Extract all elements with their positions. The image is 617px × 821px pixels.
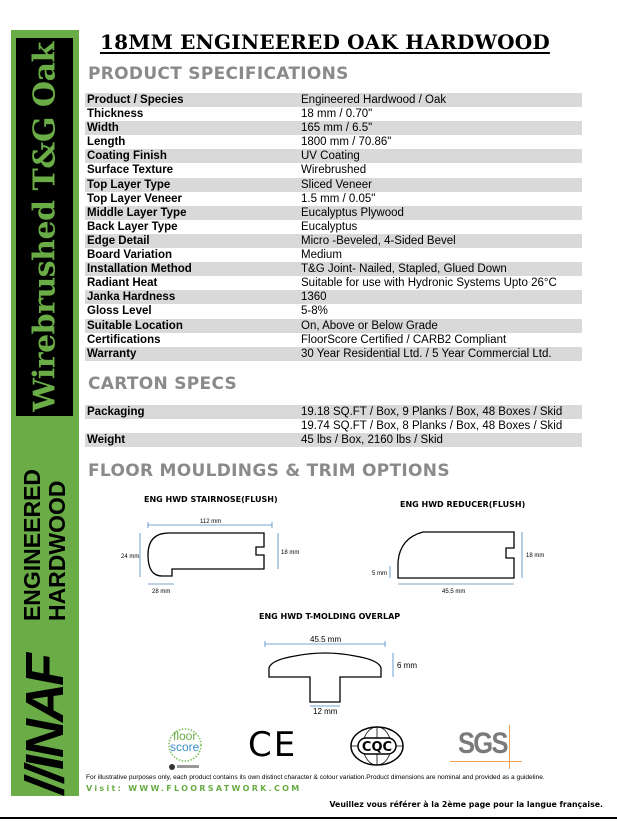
spec-key: Thickness [87, 108, 144, 121]
carton-specs-heading: CARTON SPECS [88, 374, 238, 394]
cqc-logo [348, 725, 406, 767]
spec-value: 5-8% [301, 305, 328, 318]
reducer-title: ENG HWD REDUCER(FLUSH) [400, 500, 526, 509]
category-line-1: ENGINEERED [19, 468, 45, 622]
spec-key: Warranty [87, 347, 137, 360]
spec-value: 165 mm / 6.5" [301, 122, 373, 135]
ce-mark-logo: CE [248, 725, 298, 765]
stairnose-title: ENG HWD STAIRNOSE(FLUSH) [144, 495, 278, 504]
table-row [85, 220, 582, 234]
table-row [85, 178, 582, 192]
spec-value: 30 Year Residential Ltd. / 5 Year Commercial Ltd. [301, 347, 552, 360]
spec-value: 19.18 SQ.FT / Box, 9 Planks / Box, 48 Boxes / Skid [301, 406, 563, 418]
spec-value: On, Above or Below Grade [301, 319, 438, 332]
product-name-label: Wirebrushed T&G Oak [27, 42, 62, 412]
reducer-height-label: 18 mm [526, 553, 545, 559]
stairnose-board-height-label: 18 mm [281, 550, 300, 556]
tmolding-height-label: 6 mm [397, 661, 417, 670]
mouldings-heading: FLOOR MOULDINGS & TRIM OPTIONS [88, 461, 450, 481]
spec-value: Medium [301, 249, 342, 262]
spec-key: Packaging [87, 406, 145, 418]
brand-label: //INAF [15, 656, 75, 794]
table-row [85, 107, 582, 121]
spec-key: Janka Hardness [87, 291, 176, 304]
reducer-diagram [368, 520, 558, 595]
disclaimer-text: For illustrative purposes only, each product contains its own distinct character & colour variation.Product dimensions are nominal and provided as a guideline. [86, 774, 545, 781]
stairnose-diagram [120, 515, 310, 600]
tmolding-title: ENG HWD T-MOLDING OVERLAP [259, 612, 401, 621]
table-row [85, 135, 582, 149]
sgs-logo [450, 725, 522, 769]
spec-key: Weight [87, 434, 126, 446]
product-specs-table [85, 93, 582, 361]
category-line-2: HARDWOOD [44, 480, 70, 622]
sidebar-banner [11, 30, 79, 796]
cqc-text: CQC [361, 740, 393, 755]
spec-key: Coating Finish [87, 150, 167, 163]
spec-key: Certifications [87, 333, 161, 346]
table-row [85, 206, 582, 220]
spec-key: Middle Layer Type [87, 206, 187, 219]
table-row [85, 276, 582, 290]
reducer-width-label: 45.5 mm [442, 589, 466, 595]
stairnose-total-height-label: 24 mm [121, 554, 140, 560]
spec-value: Wirebrushed [301, 164, 367, 177]
spec-key: Radiant Heat [87, 277, 158, 290]
spec-value: FloorScore Certified / CARB2 Compliant [301, 333, 507, 346]
tmolding-diagram [255, 630, 435, 720]
table-row [85, 405, 582, 419]
certification-logos [150, 723, 530, 773]
table-row [85, 248, 582, 262]
floorscore-text [170, 731, 199, 753]
spec-value: Eucalyptus [301, 220, 358, 233]
spec-value: Sliced Veneer [301, 178, 372, 191]
spec-key: Back Layer Type [87, 220, 178, 233]
page-title: 18MM ENGINEERED OAK HARDWOOD [100, 30, 550, 54]
spec-value: 19.74 SQ.FT / Box, 8 Planks / Box, 48 Boxes / Skid [301, 420, 563, 432]
website-link[interactable]: Visit: WWW.FLOORSATWORK.COM [86, 784, 302, 793]
bottom-divider [0, 817, 617, 819]
spec-key: Top Layer Veneer [87, 192, 183, 205]
reducer-edge-label: 5 mm [372, 571, 387, 577]
spec-key: Gloss Level [87, 305, 152, 318]
table-row [85, 234, 582, 248]
table-row [85, 121, 582, 135]
floorscore-logo [160, 727, 210, 771]
stairnose-lip-label: 28 mm [152, 589, 171, 595]
spec-value: T&G Joint- Nailed, Stapled, Glued Down [301, 263, 507, 276]
table-row [85, 333, 582, 347]
spec-key: Product / Species [87, 94, 184, 106]
spec-value: 1.5 mm / 0.05" [301, 192, 376, 205]
table-row [85, 149, 582, 163]
product-name-banner [16, 38, 73, 416]
tmolding-width-label: 45.5 mm [310, 635, 342, 644]
floorscore-line-1: floor [173, 729, 197, 743]
spec-key: Board Variation [87, 249, 172, 262]
french-language-note: Veuillez vous référer à la 2ème page pour la langue française. [329, 800, 603, 809]
tmolding-stem-label: 12 mm [313, 707, 338, 716]
table-row [85, 290, 582, 304]
table-row [85, 419, 582, 433]
table-row [85, 347, 582, 361]
spec-value: Micro -Beveled, 4-Sided Bevel [301, 234, 456, 247]
table-row [85, 319, 582, 333]
spec-value: 18 mm / 0.70" [301, 108, 373, 121]
table-row [85, 192, 582, 206]
floorscore-line-2: score [170, 740, 200, 754]
category-block [11, 435, 79, 655]
table-row [85, 433, 582, 447]
stairnose-width-label: 112 mm [200, 519, 222, 525]
table-row [85, 304, 582, 318]
spec-key: Length [87, 136, 126, 149]
spec-key: Top Layer Type [87, 178, 171, 191]
table-row [85, 262, 582, 276]
spec-key: Edge Detail [87, 234, 150, 247]
sgs-text: SGS [458, 727, 507, 760]
spec-key: Width [87, 122, 119, 135]
spec-value: UV Coating [301, 150, 360, 163]
spec-value: Engineered Hardwood / Oak [301, 94, 447, 106]
spec-value: 45 lbs / Box, 2160 lbs / Skid [301, 434, 443, 446]
carton-specs-table [85, 405, 582, 447]
spec-value: 1360 [301, 291, 327, 304]
table-row [85, 163, 582, 177]
product-specs-heading: PRODUCT SPECIFICATIONS [88, 64, 349, 84]
spec-key [85, 419, 301, 433]
spec-value: Eucalyptus Plywood [301, 206, 404, 219]
brand-logo [11, 655, 79, 795]
category-label [20, 469, 70, 621]
spec-key: Surface Texture [87, 164, 174, 177]
spec-value: 1800 mm / 70.86" [301, 136, 392, 149]
spec-value: Suitable for use with Hydronic Systems Upto 26°C [301, 277, 557, 290]
table-row [85, 93, 582, 107]
spec-key: Suitable Location [87, 319, 183, 332]
spec-key: Installation Method [87, 263, 192, 276]
